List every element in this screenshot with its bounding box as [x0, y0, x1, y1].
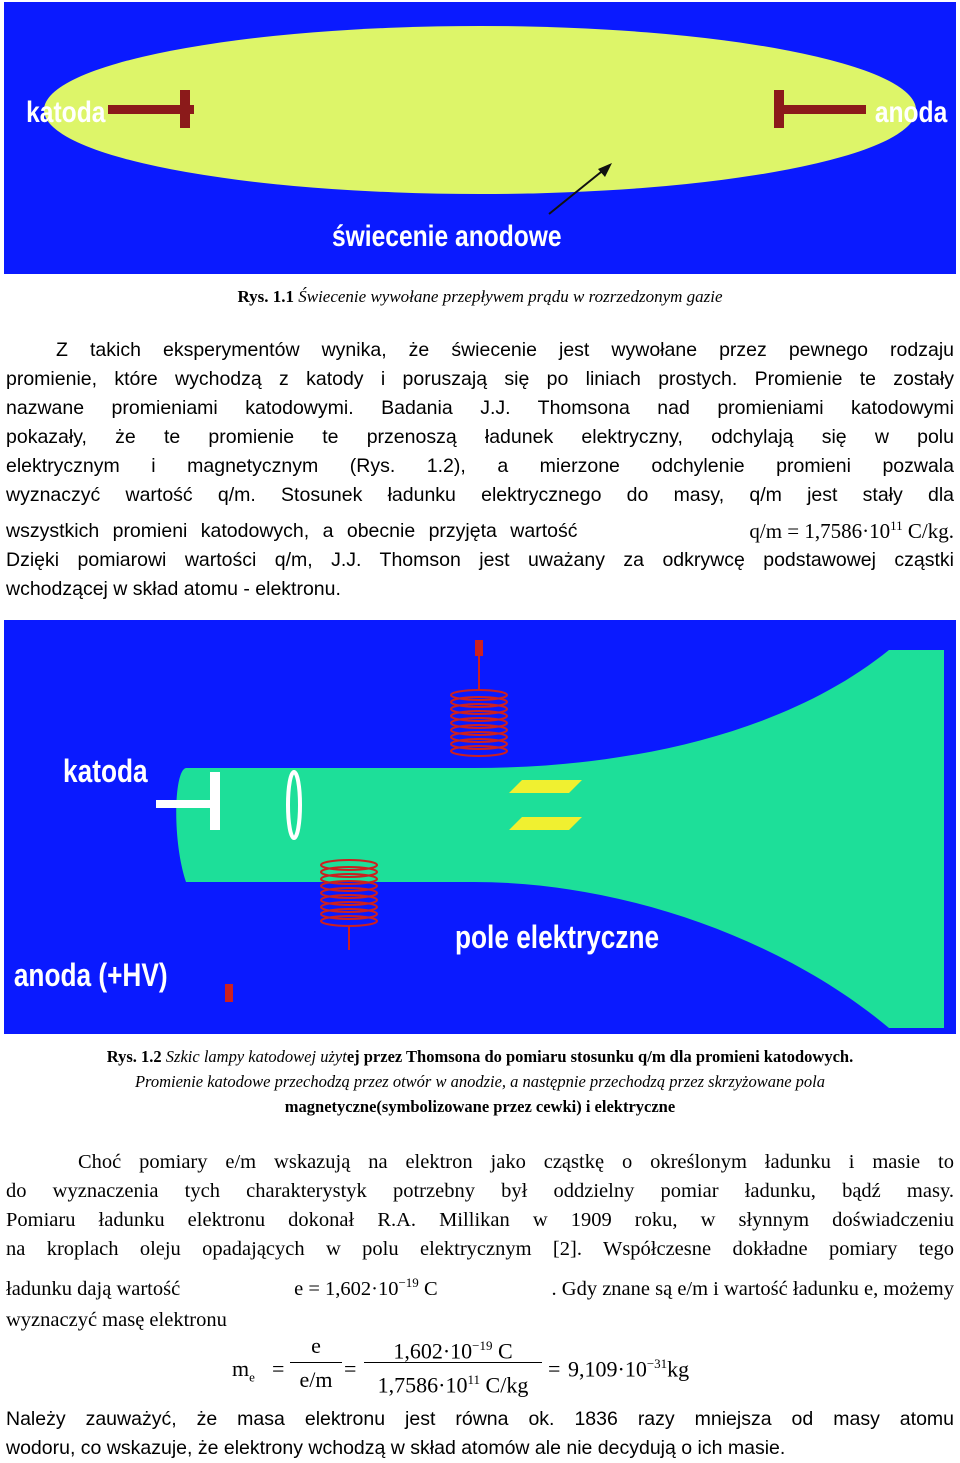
figure1-caption — [0, 284, 960, 310]
eq-frac1-den: e/m — [299, 1367, 333, 1392]
p2-line-formula — [6, 1264, 954, 1304]
caption1-text: Świecenie wywołane przepływem prądu w rozrzedzonym gazie — [298, 287, 723, 306]
formula-e-exp: −19 — [398, 1275, 419, 1291]
p1-line: wyznaczyć wartość q/m. Stosunek ładunku elektrycznego do masy, q/m jest stały dla — [6, 484, 954, 506]
label-anode-glow: świecenie anodowe — [332, 218, 562, 253]
p1-line: elektrycznym i magnetycznym (Rys. 1.2), a mierzone odchylenie promieni pozwala — [6, 455, 954, 477]
paragraph-mass-ratio — [6, 1405, 954, 1463]
eq-lhs-symbol: m — [232, 1356, 250, 1381]
formula-qm-unit: C/kg — [907, 519, 949, 543]
caption2-italic2: Promienie katodowe przechodzą przez otwór w anodzie, a następnie przechodzą przez skrzyżowane pola — [134, 1072, 826, 1091]
anode-plate — [774, 90, 784, 128]
p2-line: Pomiaru ładunku elektronu dokonał R.A. Millikan w 1909 roku, w słynnym doświadczeniu — [6, 1209, 954, 1231]
eq-frac2-den-value: 1,7586·10 — [377, 1372, 468, 1398]
equation-electron-mass — [232, 1330, 752, 1402]
p2-line: Choć pomiary e/m wskazują na elektron jako cząstkę o określonym ładunku i masie to — [78, 1151, 954, 1173]
eq-fraction-2 — [364, 1330, 542, 1398]
eq-result — [568, 1356, 689, 1382]
p1-line: promienie, które wychodzą z katody i poruszają się po liniach prostych. Promienie te zostały — [6, 368, 954, 390]
formula-qm-value: q/m = 1,7586·10 — [749, 519, 891, 543]
caption2-line3 — [0, 1094, 960, 1119]
label-anode-fig1: anoda — [874, 94, 948, 129]
figure-thomson-tube — [4, 620, 956, 1034]
caption2-number: Rys. 1.2 — [106, 1047, 162, 1066]
p2-line: wyznaczyć masę elektronu — [6, 1309, 227, 1331]
paragraph-cathode-rays — [6, 336, 954, 604]
eq-equals-1: = — [272, 1356, 285, 1381]
formula-qm-end: . — [948, 519, 954, 543]
caption1-number: Rys. 1.1 — [237, 287, 294, 306]
caption2-bold2: magnetyczne(symbolizowane przez cewki) i elektryczne — [284, 1097, 676, 1116]
eq-fraction-1 — [290, 1330, 342, 1395]
label-anode-fig2: anoda (+HV) — [13, 958, 168, 994]
paragraph-millikan — [6, 1148, 954, 1335]
formula-qm — [749, 511, 954, 546]
formula-qm-exp: 11 — [890, 518, 903, 533]
p2-line: na kroplach oleju opadających w polu elektrycznym [2]. Współczesne dokładne pomiary tego — [6, 1238, 954, 1260]
label-electric-field: pole elektryczne — [455, 920, 660, 956]
eq-frac2-num — [364, 1330, 542, 1362]
eq-frac2-den-unit: C/kg — [485, 1372, 529, 1398]
caption2-bold1: ej przez Thomsona do pomiaru stosunku q/m dla promieni katodowych. — [346, 1047, 854, 1066]
eq-lhs — [232, 1356, 255, 1385]
caption2-line2 — [0, 1069, 960, 1094]
p1-line: nazwane promieniami katodowymi. Badania J.J. Thomsona nad promieniami katodowymi — [6, 397, 954, 419]
eq-frac2-num-value: 1,602·10 — [393, 1338, 473, 1364]
cathode-plate — [180, 90, 190, 128]
eq-result-value: 9,109·10 — [568, 1356, 647, 1382]
formula-e-unit: C — [423, 1278, 438, 1300]
eq-frac2-den — [364, 1363, 542, 1398]
formula-e — [294, 1268, 438, 1304]
caption2-line1 — [0, 1044, 960, 1069]
figure-discharge-tube — [4, 2, 956, 274]
p1-line: Z takich eksperymentów wynika, że świecenie jest wywołane przez pewnego rodzaju — [56, 339, 954, 361]
anode-terminal — [225, 984, 233, 1002]
coil-top-terminal — [475, 640, 483, 656]
formula-e-value: e = 1,602·10 — [294, 1278, 399, 1300]
label-cathode-fig2: katoda — [63, 754, 148, 790]
p1-line: pokazały, że te promienie te przenoszą ładunek elektryczny, odchylają się w polu — [6, 426, 954, 448]
eq-equals-3: = — [548, 1356, 561, 1381]
figure2-caption — [0, 1044, 960, 1119]
eq-frac1-num: e — [311, 1333, 321, 1358]
eq-lhs-sub: e — [249, 1369, 255, 1385]
caption2-italic1: Szkic lampy katodowej użyt — [165, 1047, 347, 1066]
eq-equals-2: = — [344, 1356, 357, 1381]
cathode-plate — [210, 772, 220, 830]
eq-frac2-den-exp: 11 — [467, 1372, 481, 1387]
p1-line-formula — [6, 510, 954, 546]
eq-frac2-num-exp: −19 — [472, 1338, 493, 1353]
p2-line: do wyznaczenia tych charakterystyk potrzebny był oddzielny pomiar ładunku, bądź masy. — [6, 1180, 954, 1202]
eq-result-exp: −31 — [646, 1356, 668, 1371]
p1-line: wchodzącej w skład atomu - elektronu. — [6, 578, 341, 600]
eq-frac2-num-unit: C — [497, 1338, 513, 1364]
anode-rod — [774, 105, 866, 114]
p1-line: Dzięki pomiarowi wartości q/m, J.J. Thomson jest uważany za odkrywcę podstawowej cząstki — [6, 549, 954, 571]
p1-line7-text: wszystkich promieni katodowych, a obecnie przyjęta wartość — [6, 520, 578, 542]
p2-line5-end: . Gdy znane są e/m i wartość ładunku e, możemy — [551, 1278, 954, 1300]
cathode-rod — [156, 800, 216, 808]
p3-line: Należy zauważyć, że masa elektronu jest równa ok. 1836 razy mniejsza od masy atomu — [6, 1408, 954, 1430]
p2-line5-start: ładunku dają wartość — [6, 1278, 181, 1300]
p3-line: wodoru, co wskazuje, że elektrony wchodzą w skład atomów ale nie decydują o ich masie. — [6, 1437, 786, 1459]
label-cathode-fig1: katoda — [26, 94, 106, 129]
eq-result-unit: kg — [667, 1356, 690, 1382]
